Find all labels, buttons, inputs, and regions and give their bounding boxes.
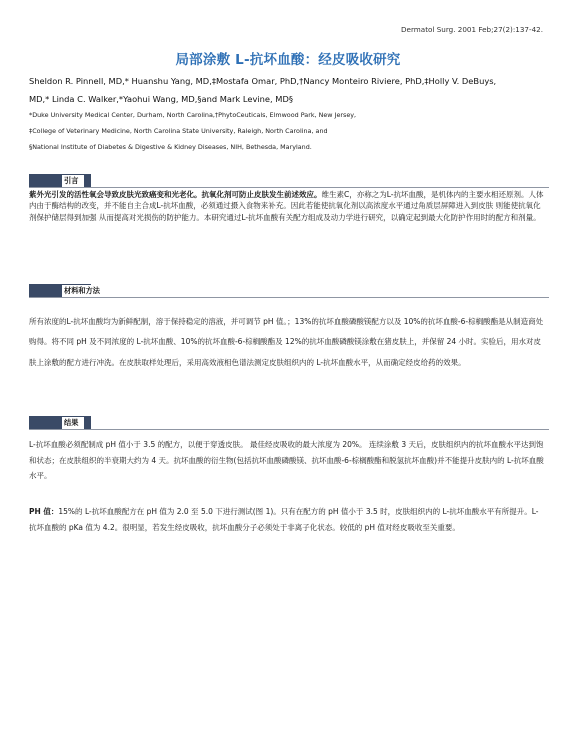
section-rule (29, 429, 549, 430)
results-paragraph-2 (29, 504, 544, 535)
section-header-intro (29, 174, 549, 188)
section-rule (29, 187, 549, 188)
section-heading: 材料和方法 (62, 285, 106, 297)
author-list (29, 72, 559, 108)
article-title: 局部涂敷 L-抗坏血酸：经皮吸收研究 (175, 52, 401, 68)
author-line-1: Sheldon R. Pinnell, MD,* Huanshu Yang, MD,‡Mostafa Omar, PhD,†Nancy Monteiro Riviere, PhD,‡Holly V. DeBuys, (29, 76, 497, 86)
affiliation-2: ‡College of Veterinary Medicine, North Carolina State University, Raleigh, North Carolina, and (29, 127, 328, 135)
author-line-2: MD,* Linda C. Walker,*Yaohui Wang, MD,§and Mark Levine, MD§ (29, 94, 293, 104)
intro-paragraph (29, 189, 544, 223)
results-paragraph-1: L-抗坏血酸必须配制成 pH 值小于 3.5 的配方，以便于穿透皮肤。 最佳经皮吸收的最大浓度为 20%。 连续涂敷 3 天后，皮肤组织内的抗坏血酸水平达到饱和状态；在皮肤组织的半衰期大约为 4 天。抗坏血酸的衍生物(包括抗坏血酸磷酸镁、抗坏血酸-6-棕榈酸酯和脱氢抗坏血酸)并不能提升皮肤内的 L-抗坏血酸水平。 (29, 440, 544, 480)
section-header-results (29, 416, 549, 430)
affiliation-1: *Duke University Medical Center, Durham, North Carolina,†PhytoCeuticals, Elmwood Park, New Jersey, (29, 111, 357, 119)
intro-bold-text: 紫外光引发的活性氧会导致皮肤光致癌变和光老化。抗氧化剂可防止皮肤发生前述效应。 (29, 190, 322, 199)
section-rule (29, 297, 549, 298)
intro-text: 维生素C，亦称之为L-抗坏血酸，是机体内的主要水相还原剂。人体内由于酶结构的改变，并不能自主合成L-抗坏血酸，必须通过摄入食物来补充。因此若能使抗氧化剂以高浓度水平通过角质层屏障进入到皮肤 则能使抗氧化剂保护储层得到加强 从而提高对光损伤的防护能力。本研究通过L-抗坏血酸有关配方组成及动力学进行研究，以确定起到最大化防护作用时的配方和剂量。 (29, 190, 544, 222)
journal-citation: Dermatol Surg. 2001 Feb;27(2):137-42. (401, 25, 543, 34)
ph-label: PH 值： (29, 507, 59, 516)
section-header-methods (29, 284, 549, 298)
section-heading: 引言 (62, 175, 84, 187)
methods-paragraph: 所有浓度的L-抗坏血酸均为新鲜配制，溶于保持稳定的溶液，并可调节 pH 值。；13%的抗坏血酸磷酸镁配方以及 10%的抗坏血酸-6-棕榈酸酯是从制造商处购得。将不同 pH 及不同浓度的 L-抗坏血酸、10%的抗坏血酸-6-棕榈酸酯及 12%的抗坏血酸磷酸镁涂敷在猪皮肤上，并保留 24 小时。实验后，用水对皮肤上涂敷的配方进行冲洗。在皮肤取样处理后，采用高效液相色谱法测定皮肤组织内的 L-抗坏血酸水平，从而确定经皮给药的效果。 (29, 317, 544, 367)
section-heading: 结果 (62, 417, 84, 429)
results-paragraph-2-text: 15%的 L-抗坏血酸配方在 pH 值为 2.0 至 5.0 下进行测试(图 1)。只有在配方的 pH 值小于 3.5 时，皮肤组织内的 L-抗坏血酸水平有所提升。L-抗坏血酸的 pKa 值为 4.2。很明显，若发生经皮吸收，抗坏血酸分子必须处于非离子化状态。较低的 pH 值对经皮吸收至关重要。 (29, 507, 539, 532)
affiliation-3: §National Institute of Diabetes & Digestive & Kidney Diseases, NIH, Bethesda, Maryland. (29, 143, 312, 151)
